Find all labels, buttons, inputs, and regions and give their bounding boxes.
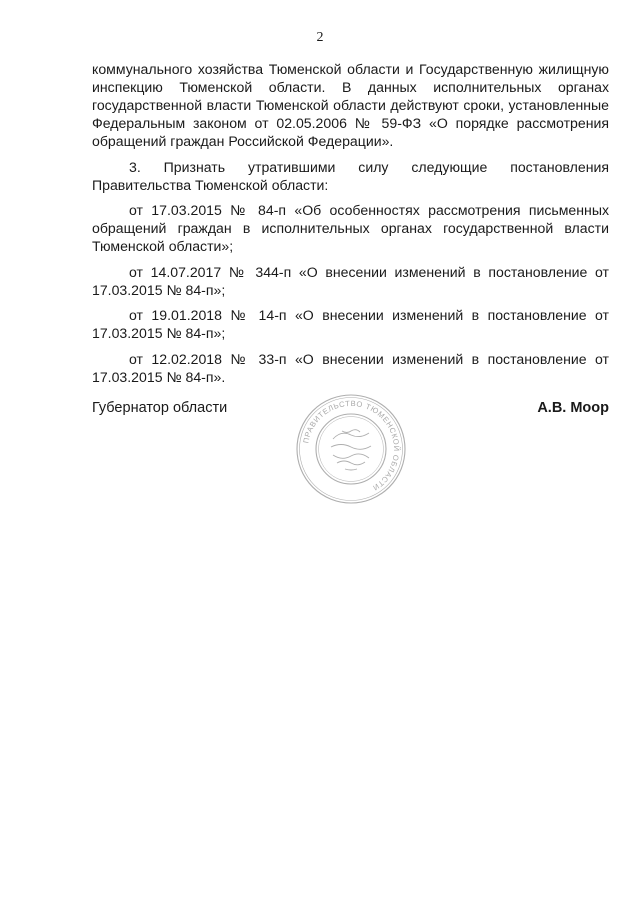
paragraph-item-3: 3. Признать утратившими силу следующие постановления Правительства Тюменской области: [92, 158, 609, 193]
signer-title: Губернатор области [92, 400, 228, 416]
paragraph-repealed-33p: от 12.02.2018 № 33-п «О внесении изменений в постановление от 17.03.2015 № 84-п». [92, 350, 609, 385]
signer-name: А.В. Моор [537, 400, 609, 416]
paragraph-continuation: коммунального хозяйства Тюменской области и Государственную жилищную инспекцию Тюменской области. В данных исполнительных органах государственной власти Тюменской области действуют сроки, установленные Федеральным законом от 02.05.2006 № 59-ФЗ «О порядке рассмотрения обращений граждан Российской Федерации». [92, 61, 609, 149]
svg-text:ПРАВИТЕЛЬСТВО ТЮМЕНСКОЙ ОБЛАСТ: ПРАВИТЕЛЬСТВО ТЮМЕНСКОЙ ОБЛАСТИ [301, 398, 402, 493]
paragraph-repealed-344p: от 14.07.2017 № 344-п «О внесении изменений в постановление от 17.03.2015 № 84-п»; [92, 263, 609, 298]
paragraph-repealed-84p: от 17.03.2015 № 84-п «Об особенностях рассмотрения письменных обращений граждан в исполнительных органах государственной власти Тюменской области»; [92, 202, 609, 254]
page-number: 2 [316, 30, 324, 45]
paragraph-repealed-14p: от 19.01.2018 № 14-п «О внесении изменений в постановление от 17.03.2015 № 84-п»; [92, 307, 609, 341]
document-body [92, 60, 609, 393]
official-seal-stamp [295, 393, 407, 505]
